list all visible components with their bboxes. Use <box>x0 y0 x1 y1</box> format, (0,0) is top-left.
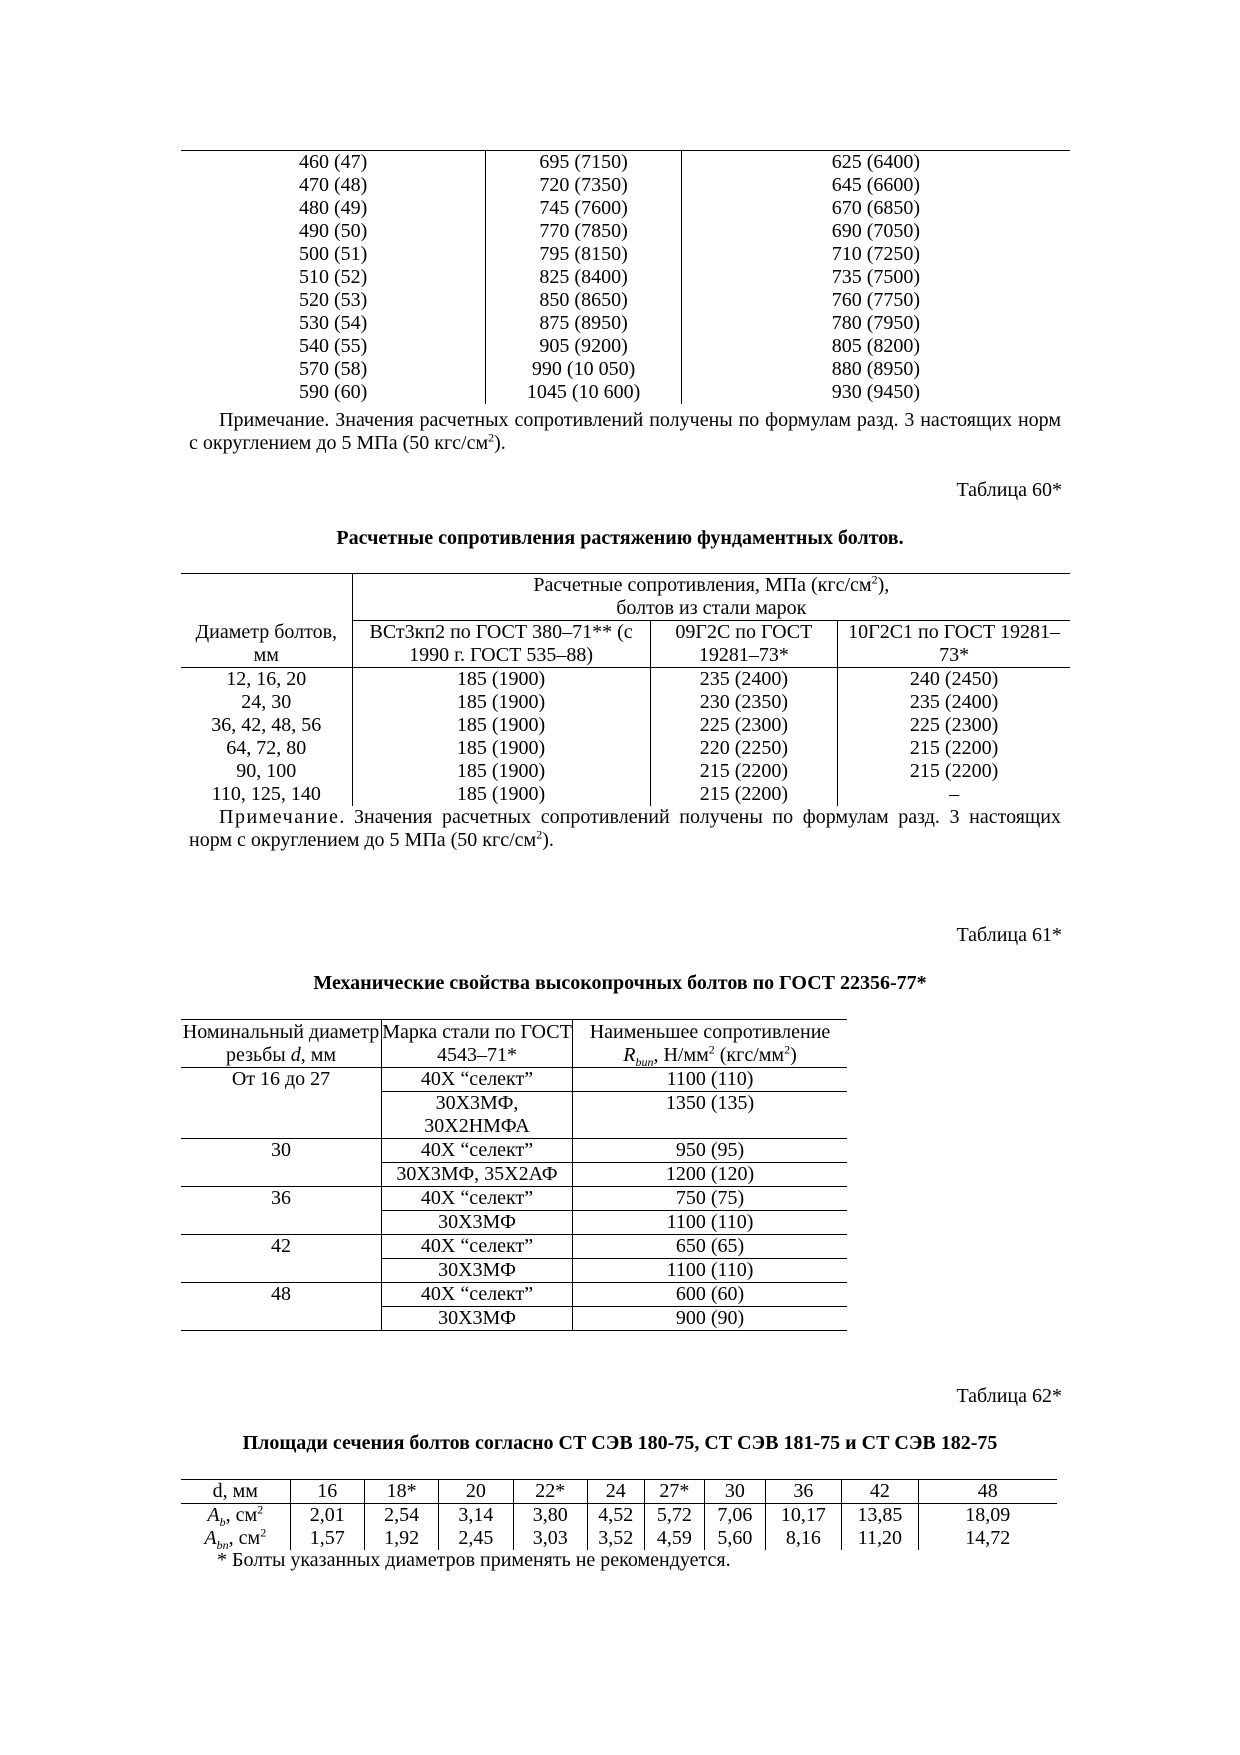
cell-col3: 240 (2450) <box>838 668 1070 692</box>
cell-col1: 470 (48) <box>181 174 486 197</box>
table-62-cell-ab: 3,80 <box>513 1504 587 1528</box>
table-62-header-diameter: 42 <box>842 1480 918 1504</box>
table-row <box>181 335 1070 358</box>
cell-steel: 30Х3МФ <box>382 1307 573 1331</box>
cell-col3: 225 (2300) <box>838 714 1070 737</box>
cell-col3: 880 (8950) <box>831 358 921 380</box>
cell-col0: 24, 30 <box>241 691 292 713</box>
table-62-header-diameter: 20 <box>439 1480 513 1504</box>
cell-steel: 40Х “селект” <box>382 1068 573 1092</box>
cell-col0: 90, 100 <box>236 760 297 782</box>
table-row <box>181 1068 847 1092</box>
cell-col2: 795 (8150) <box>486 243 682 266</box>
cell-col3: 625 (6400) <box>831 151 921 173</box>
table-60-header-col2: 09Г2С по ГОСТ 19281–73* <box>650 621 838 668</box>
cell-col2: 215 (2200) <box>650 783 838 806</box>
table-row <box>181 1187 847 1211</box>
table-62-cell-ab: 7,06 <box>705 1504 766 1528</box>
table-62-cell-abn: 4,59 <box>644 1527 705 1550</box>
cell-resistance: 650 (65) <box>573 1235 848 1259</box>
cell-resistance: 600 (60) <box>573 1283 848 1307</box>
cell-col2: 230 (2350) <box>650 691 838 714</box>
table-62-header-diameter: 24 <box>587 1480 644 1504</box>
table-62-cell-ab: 3,14 <box>439 1504 513 1528</box>
cell-diameter: 30 <box>181 1139 382 1187</box>
cell-diameter: 36 <box>181 1187 382 1235</box>
table-62-cell-ab: 4,52 <box>587 1504 644 1528</box>
cell-resistance: 1200 (120) <box>573 1163 848 1187</box>
table-row <box>181 358 1070 381</box>
table-60-header-col3: 10Г2С1 по ГОСТ 19281–73* <box>838 621 1070 668</box>
table-62-cell-abn: 5,60 <box>705 1527 766 1550</box>
cell-col2: 745 (7600) <box>486 197 682 220</box>
table-row <box>181 1139 847 1163</box>
table-row <box>181 312 1070 335</box>
cell-diameter: 48 <box>181 1283 382 1331</box>
cell-col1: 460 (47) <box>181 151 486 175</box>
cell-col1: 185 (1900) <box>352 668 650 692</box>
cell-resistance: 1100 (110) <box>573 1068 848 1092</box>
table-62-cell-abn: 11,20 <box>842 1527 918 1550</box>
cell-col3: 670 (6850) <box>831 197 921 219</box>
cell-col0: 110, 125, 140 <box>211 783 321 805</box>
cell-steel: 30Х3МФ, 35Х2АФ <box>382 1163 573 1187</box>
cell-col3: 690 (7050) <box>831 220 921 242</box>
table-62-header-diameter: 48 <box>918 1480 1057 1504</box>
table-62-header-label: d, мм <box>181 1480 290 1504</box>
table-62-cell-abn: 1,92 <box>364 1527 438 1550</box>
cell-col0: 12, 16, 20 <box>226 668 307 690</box>
table-row <box>181 220 1070 243</box>
table-62-header-diameter: 36 <box>765 1480 841 1504</box>
table-61-header-resistance: Наименьшее сопротивление $R_{bun}$, $Н/мм^2$ $(кгс/мм^2)$ <box>573 1020 848 1068</box>
cell-col3: 930 (9450) <box>831 381 921 403</box>
table-62-title: Площади сечения болтов согласно СТ СЭВ 180-75, СТ СЭВ 181-75 и СТ СЭВ 182-75 <box>242 1432 998 1454</box>
table-row <box>181 760 1070 783</box>
cell-col2: 225 (2300) <box>650 714 838 737</box>
cell-col2: 990 (10 050) <box>486 358 682 381</box>
cell-col1: 185 (1900) <box>352 737 650 760</box>
table-60-header-diameter: Диаметр болтов, мм <box>181 574 352 668</box>
table-62-header-diameter: 22* <box>513 1480 587 1504</box>
table-62-cell-ab: 10,17 <box>765 1504 841 1528</box>
table-62-cell-ab: 2,54 <box>364 1504 438 1528</box>
cell-col3: 735 (7500) <box>831 266 921 288</box>
table-62-header-diameter: 27* <box>644 1480 705 1504</box>
cell-col2: 220 (2250) <box>650 737 838 760</box>
table-62-cell-ab: 13,85 <box>842 1504 918 1528</box>
table-60-group-header: Расчетные сопротивления, МПа $(кгс/см^2)$, болтов из стали марок <box>352 574 1070 621</box>
cell-col1: 185 (1900) <box>352 691 650 714</box>
cell-col2: 1045 (10 600) <box>486 381 682 404</box>
cell-col1: 185 (1900) <box>352 714 650 737</box>
cell-col1: 540 (55) <box>181 335 486 358</box>
table-61 <box>181 1019 847 1331</box>
table-60-note: Примечание. Значения расчетных сопротивлений получены по формулам разд. 3 настоящих норм с округлением до 5 МПа (50 кгс/$см^2$). <box>189 806 1061 851</box>
cell-col2: 905 (9200) <box>486 335 682 358</box>
table-row <box>181 691 1070 714</box>
cell-col1: 530 (54) <box>181 312 486 335</box>
cell-steel: 40Х “селект” <box>382 1283 573 1307</box>
cell-steel: 40Х “селект” <box>382 1187 573 1211</box>
table-62-cell-abn: 2,45 <box>439 1527 513 1550</box>
table-row <box>181 266 1070 289</box>
table-62-row-ab-label: $A_b$, $см^2$ <box>207 1502 264 1529</box>
table-60-title: Расчетные сопротивления растяжению фундаментных болтов. <box>336 527 904 549</box>
table-62-cell-ab: 5,72 <box>644 1504 705 1528</box>
table-61-title: Механические свойства высокопрочных болтов по ГОСТ 22356-77* <box>313 972 927 994</box>
table-62-header-diameter: 30 <box>705 1480 766 1504</box>
cell-steel: 40Х “селект” <box>382 1139 573 1163</box>
cell-steel: 30Х3МФ, 30Х2НМФА <box>382 1092 573 1139</box>
table-row <box>181 289 1070 312</box>
cell-resistance: 1350 (135) <box>573 1092 848 1139</box>
cell-col1: 480 (49) <box>181 197 486 220</box>
table-62-cell-ab: 2,01 <box>290 1504 364 1528</box>
table-row <box>181 1235 847 1259</box>
cell-resistance: 950 (95) <box>573 1139 848 1163</box>
cell-col2: 215 (2200) <box>650 760 838 783</box>
cell-col3: 780 (7950) <box>831 312 921 334</box>
table-row <box>181 783 1070 806</box>
table-row <box>181 174 1070 197</box>
table-row <box>181 1283 847 1307</box>
cell-col3: 805 (8200) <box>831 335 921 357</box>
cell-col2: 875 (8950) <box>486 312 682 335</box>
cell-diameter: 42 <box>181 1235 382 1283</box>
table-62-cell-abn: 1,57 <box>290 1527 364 1550</box>
cell-resistance: 1100 (110) <box>573 1259 848 1283</box>
cell-col3: – <box>838 783 1070 806</box>
table-60-number: Таблица 60* <box>956 479 1062 501</box>
table-62-header-diameter: 18* <box>364 1480 438 1504</box>
cell-col1: 185 (1900) <box>352 783 650 806</box>
cell-col2: 850 (8650) <box>486 289 682 312</box>
cell-col3: 215 (2200) <box>838 760 1070 783</box>
table-row <box>181 737 1070 760</box>
cell-col0: 64, 72, 80 <box>226 737 307 759</box>
table-62-cell-abn: 3,52 <box>587 1527 644 1550</box>
cell-col0: 36, 42, 48, 56 <box>211 714 322 736</box>
cell-col1: 590 (60) <box>181 381 486 404</box>
table-60-header-col1: ВСт3кп2 по ГОСТ 380–71** (с 1990 г. ГОСТ 535–88) <box>352 621 650 668</box>
table-61-number: Таблица 61* <box>956 924 1062 946</box>
cell-col1: 490 (50) <box>181 220 486 243</box>
cell-col3: 235 (2400) <box>838 691 1070 714</box>
cell-col2: 720 (7350) <box>486 174 682 197</box>
table-62-footnote: * Болты указанных диаметров применять не рекомендуется. <box>217 1549 731 1571</box>
cell-col1: 185 (1900) <box>352 760 650 783</box>
table-61-header-diameter: Номинальный диаметр резьбы d, мм <box>181 1020 382 1068</box>
cell-col2: 825 (8400) <box>486 266 682 289</box>
table-62-row-abn-label: $A_{bn}$, $см^2$ <box>204 1525 267 1552</box>
cell-col3: 760 (7750) <box>831 289 921 311</box>
cell-col2: 770 (7850) <box>486 220 682 243</box>
cell-col2: 235 (2400) <box>650 668 838 692</box>
table-row <box>181 381 1070 404</box>
table-62-cell-abn: 8,16 <box>765 1527 841 1550</box>
table-62-header-diameter: 16 <box>290 1480 364 1504</box>
table-row <box>181 197 1070 220</box>
table-row <box>181 151 1070 175</box>
table-row <box>181 668 1070 692</box>
table-row <box>181 243 1070 266</box>
cell-steel: 30Х3МФ <box>382 1211 573 1235</box>
cell-col3: 710 (7250) <box>831 243 921 265</box>
cell-col1: 500 (51) <box>181 243 486 266</box>
cell-col2: 695 (7150) <box>486 151 682 175</box>
cell-diameter: От 16 до 27 <box>181 1068 382 1139</box>
continuation-table <box>181 150 1070 404</box>
cell-resistance: 900 (90) <box>573 1307 848 1331</box>
cell-resistance: 1100 (110) <box>573 1211 848 1235</box>
cell-resistance: 750 (75) <box>573 1187 848 1211</box>
cell-col1: 510 (52) <box>181 266 486 289</box>
table-62-cell-abn: 14,72 <box>918 1527 1057 1550</box>
cell-col3: 215 (2200) <box>838 737 1070 760</box>
table-62-number: Таблица 62* <box>956 1385 1062 1407</box>
cell-col1: 570 (58) <box>181 358 486 381</box>
table-62 <box>181 1479 1057 1550</box>
table-62-cell-ab: 18,09 <box>918 1504 1057 1528</box>
table-60 <box>181 573 1070 806</box>
table-row <box>181 714 1070 737</box>
continuation-note: Примечание. Значения расчетных сопротивлений получены по формулам разд. 3 настоящих норм с округлением до 5 МПа (50 кгс/$см^2$). <box>189 409 1061 454</box>
table-61-header-steel: Марка стали по ГОСТ 4543–71* <box>382 1021 572 1066</box>
cell-col1: 520 (53) <box>181 289 486 312</box>
cell-col3: 645 (6600) <box>831 174 921 196</box>
table-62-cell-abn: 3,03 <box>513 1527 587 1550</box>
cell-steel: 30Х3МФ <box>382 1259 573 1283</box>
cell-steel: 40Х “селект” <box>382 1235 573 1259</box>
